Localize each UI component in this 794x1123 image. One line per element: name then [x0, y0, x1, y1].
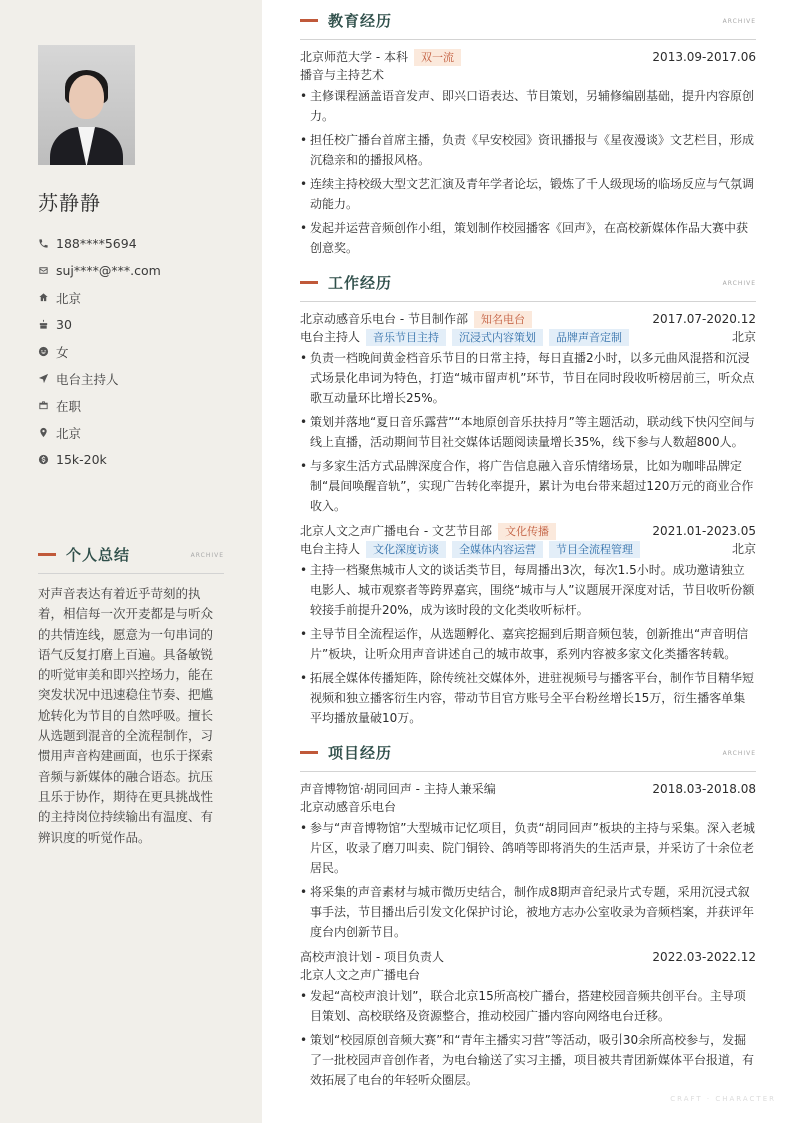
job-city: 北京: [731, 330, 756, 344]
contact-location: 北京: [38, 419, 248, 446]
home-icon: [38, 292, 49, 303]
list-item: • 策划并落地“夏日音乐露营”“本地原创音乐扶持月”等主题活动，联动线下快闪空间与线上直播，活动期间节目社交媒体话题阅读量增长35%，线下参与人数超800人。: [300, 412, 756, 452]
project-entry: [300, 780, 756, 942]
company-tag: 文化传播: [498, 523, 556, 540]
work-date: 2017.07-2020.12: [652, 312, 756, 326]
location-pin-icon: [38, 427, 49, 438]
list-item: • 主导节目全流程运作，从选题孵化、嘉宾挖掘到后期音频包装，创新推出“声音明信片”板块，让听众用声音讲述自己的城市故事，系列内容被多家文化类播客转载。: [300, 624, 756, 664]
education-header: [300, 10, 756, 31]
skill-tag: 品牌声音定制: [549, 329, 629, 346]
work-date: 2021.01-2023.05: [652, 524, 756, 538]
list-item: • 主持一档聚焦城市人文的谈话类节目，每周播出3次，每次1.5小时。成功邀请独立电影人、城市观察者等跨界嘉宾，围绕“城市与人”议题展开深度对话，节目收听份额较接手前提升20%，成为该时段的文化类收听标杆。: [300, 560, 756, 620]
phone-icon: [38, 238, 49, 249]
section-divider: [300, 301, 756, 302]
project-date: 2022.03-2022.12: [652, 950, 756, 964]
skill-tag: 全媒体内容运营: [452, 541, 543, 558]
contact-status: 在职: [38, 392, 248, 419]
archive-label: ARCHIVE: [190, 552, 224, 559]
main-content: [300, 10, 756, 1104]
section-accent-bar: [300, 19, 318, 22]
list-item: • 连续主持校级大型文艺汇演及青年学者论坛，锻炼了千人级现场的临场反应与气氛调动能力。: [300, 174, 756, 214]
work-bullets: [300, 560, 756, 728]
skill-tag: 音乐节目主持: [366, 329, 446, 346]
list-item: • 与多家生活方式品牌深度合作，将广告信息融入音乐情绪场景，比如为咖啡品牌定制“晨间唤醒音轨”，实现广告转化率提升，累计为电台带来超过120万元的商业合作收入。: [300, 456, 756, 516]
email-icon: [38, 265, 49, 276]
contact-home: 北京: [38, 284, 248, 311]
list-item: • 拓展全媒体传播矩阵，除传统社交媒体外，进驻视频号与播客平台，制作节目精华短视频和独立播客衍生内容，带动节目官方账号全平台粉丝增长15万，衍生播客单集平均播放量破10万。: [300, 668, 756, 728]
project-bullets: [300, 986, 756, 1090]
contact-position: 电台主持人: [38, 365, 248, 392]
education-date: 2013.09-2017.06: [652, 50, 756, 64]
education-bullets: [300, 86, 756, 258]
project-org: 北京人文之声广播电台: [300, 968, 421, 982]
archive-label: ARCHIVE: [722, 280, 756, 287]
education-entry: [300, 48, 756, 258]
profile-photo: [38, 45, 135, 165]
education-title: 教育经历: [328, 12, 393, 30]
projects-title: 项目经历: [328, 744, 393, 762]
summary-text: 对声音表达有着近乎苛刻的执着，相信每一次开麦都是与听众的共情连线，愿意为一句串词的语气反复打磨上百遍。具备敏锐的听觉审美和即兴控场力，能在突发状况中迅速稳住节奏、把尴尬转化为节目的自然呼吸。擅长从选题到混音的全流程制作，习惯用声音构建画面，也乐于探索音频与新媒体的融合语态。抗压且乐于协作，期待在更具挑战性的主持岗位持续输出有温度、有辨识度的听觉作品。: [38, 586, 214, 845]
list-item: • 发起“高校声浪计划”，联合北京15所高校广播台，搭建校园音频共创平台。主导项目策划、高校联络及资源整合，推动校园广播内容向网络电台迁移。: [300, 986, 756, 1026]
project-date: 2018.03-2018.08: [652, 782, 756, 796]
projects-header: [300, 742, 756, 763]
project-org: 北京动感音乐电台: [300, 800, 397, 814]
skill-tag: 文化深度访谈: [366, 541, 446, 558]
school-tag: 双一流: [414, 49, 461, 66]
project-name: 声音博物馆·胡同回声 - 主持人兼采编: [300, 782, 496, 796]
skill-tag: 沉浸式内容策划: [452, 329, 543, 346]
job-role: 电台主持人: [300, 330, 361, 344]
work-entry: [300, 310, 756, 516]
projects-section: [300, 742, 756, 1090]
section-divider: [300, 771, 756, 772]
job-role: 电台主持人: [300, 542, 361, 556]
briefcase-icon: [38, 400, 49, 411]
send-icon: [38, 373, 49, 384]
project-bullets: [300, 818, 756, 942]
summary-section: [38, 544, 224, 848]
list-item: • 负责一档晚间黄金档音乐节目的日常主持，每日直播2小时，以多元曲风混搭和沉浸式场景化串词为特色，打造“城市留声机”环节，节目在同时段收听榜居前三，听众点歌互动量环比增长25%。: [300, 348, 756, 408]
school-name: 北京师范大学 - 本科: [300, 50, 408, 64]
section-accent-bar: [300, 751, 318, 754]
project-name: 高校声浪计划 - 项目负责人: [300, 950, 444, 964]
work-bullets: [300, 348, 756, 516]
money-icon: [38, 454, 49, 465]
company-tag: 知名电台: [474, 311, 532, 328]
list-item: • 参与“声音博物馆”大型城市记忆项目，负责“胡同回声”板块的主持与采集。深入老城片区，收录了磨刀叫卖、院门铜铃、鸽哨等即将消失的生活声景，并采访了十余位老居民。: [300, 818, 756, 878]
work-entry: [300, 522, 756, 728]
footer-watermark: CRAFT · CHARACTER: [670, 1095, 776, 1103]
archive-label: ARCHIVE: [722, 18, 756, 25]
list-item: • 发起并运营音频创作小组，策划制作校园播客《回声》，在高校新媒体作品大赛中获创意奖。: [300, 218, 756, 258]
company-name: 北京人文之声广播电台 - 文艺节目部: [300, 524, 492, 538]
work-section: [300, 272, 756, 728]
list-item: • 将采集的声音素材与城市微历史结合，制作成8期声音纪录片式专题，采用沉浸式叙事手法，节目播出后引发文化保护讨论，被地方志办公室收录为音频档案，并获评年度台内创新节目。: [300, 882, 756, 942]
contact-list: [38, 230, 248, 473]
section-accent-bar: [300, 281, 318, 284]
cake-icon: [38, 319, 49, 330]
company-name: 北京动感音乐电台 - 节目制作部: [300, 312, 468, 326]
summary-header: [38, 544, 224, 565]
candidate-name: 苏静静: [38, 191, 101, 215]
contact-gender: 女: [38, 338, 248, 365]
contact-email: suj****@***.com: [38, 257, 248, 284]
section-accent-bar: [38, 553, 56, 556]
section-divider: [38, 573, 224, 574]
sidebar: [0, 0, 262, 1123]
list-item: • 担任校广播台首席主播，负责《早安校园》资讯播报与《星夜漫谈》文艺栏目，形成沉稳亲和的播报风格。: [300, 130, 756, 170]
summary-title: 个人总结: [66, 546, 131, 564]
contact-salary: 15k-20k: [38, 446, 248, 473]
archive-label: ARCHIVE: [722, 750, 756, 757]
face-icon: [38, 346, 49, 357]
project-entry: [300, 948, 756, 1090]
list-item: • 主修课程涵盖语音发声、即兴口语表达、节目策划，另辅修编剧基础，提升内容原创力。: [300, 86, 756, 126]
section-divider: [300, 39, 756, 40]
major: 播音与主持艺术: [300, 68, 385, 82]
contact-age: 30: [38, 311, 248, 338]
list-item: • 策划“校园原创音频大赛”和“青年主播实习营”等活动，吸引30余所高校参与，发掘了一批校园声音创作者，为电台输送了实习主播，项目被共青团新媒体平台报道，有效拓展了电台的年轻听众圈层。: [300, 1030, 756, 1090]
work-title: 工作经历: [328, 274, 393, 292]
education-section: [300, 10, 756, 258]
skill-tag: 节目全流程管理: [549, 541, 640, 558]
job-city: 北京: [731, 542, 756, 556]
contact-phone: 188****5694: [38, 230, 248, 257]
work-header: [300, 272, 756, 293]
